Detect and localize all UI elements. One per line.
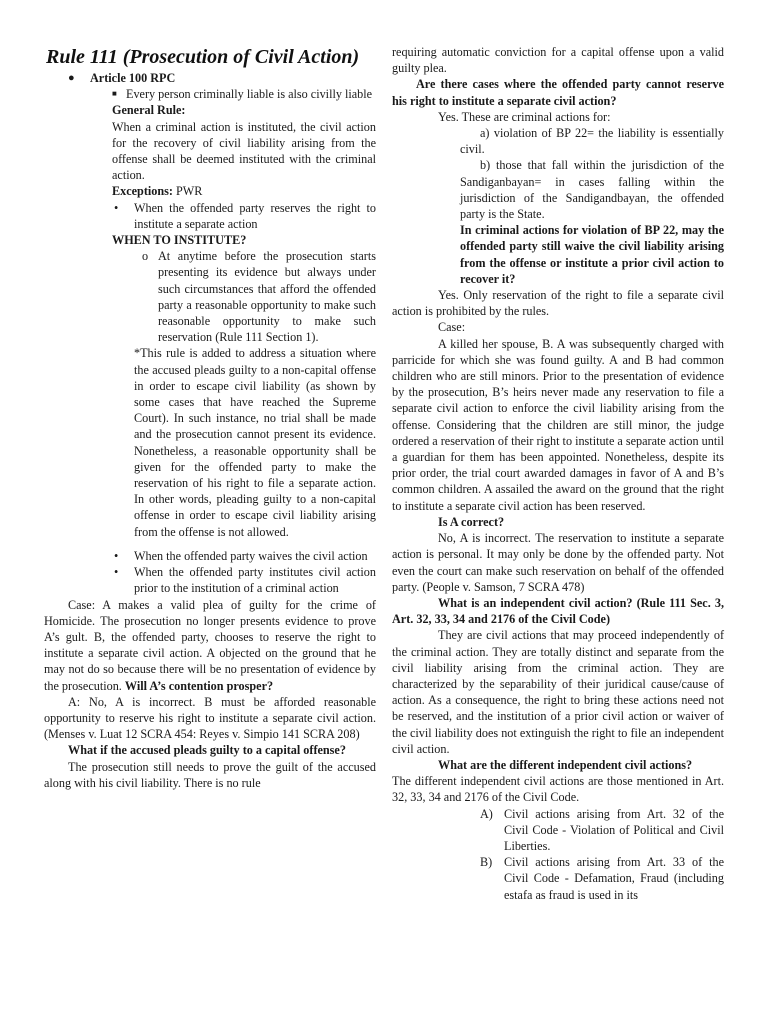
answer-reserve: Yes. These are criminal actions for:: [438, 109, 611, 124]
question-independent-civil-action: What is an independent civil action? (Rule 111 Sec. 3, Art. 32, 33, 34 and 2176 of the Civil Code): [392, 595, 724, 627]
question-reserve: Are there cases where the offended party cannot reserve his right to institute a separate civil action?: [392, 77, 724, 108]
right-column: [392, 44, 724, 903]
article-sub-bullet: ■ Every person criminally liable is also civilly liable: [112, 87, 373, 102]
answer-reserve-a: a) violation of BP 22= the liability is essentially civil.: [460, 126, 724, 157]
list-item: B) Civil actions arising from Art. 33 of the Civil Code - Defamation, Fraud (including estafa as fraud is used in its: [480, 855, 724, 902]
general-rule-text: When a criminal action is instituted, the civil action for the recovery of civil liability arising from the offense shall be deemed instituted with the criminal action.: [112, 119, 376, 183]
when-to-institute-heading: WHEN TO INSTITUTE?: [112, 233, 247, 248]
page-title: Rule 111 (Prosecution of Civil Action): [46, 46, 360, 68]
exception-item-reserve: • When the offended party reserves the right to institute a separate action: [114, 200, 376, 231]
question-is-a-correct: Is A correct?: [438, 514, 505, 529]
left-column: [44, 44, 376, 791]
answer-bp22: Yes. Only reservation of the right to file a separate civil action is prohibited by the rules.: [392, 288, 724, 319]
when-to-institute-item: o At anytime before the prosecution starts presenting its evidence but always under such circumstances that afford the offended party a reasonable opportunity to make such reasonable opportunity to make such reservation (Rule 111 Section 1).: [142, 249, 376, 345]
exceptions-line: Exceptions: PWR: [112, 184, 203, 199]
answer-paragraph: A: No, A is incorrect. B must be afforded reasonable opportunity to reserve his right to institute a separate civil action. (Menses v. Luat 12 SCRA 454: Reyes v. Simpio 141 SCRA 208): [44, 694, 376, 742]
answer-reserve-b: b) those that fall within the jurisdiction of the Sandiganbayan= in cases falling within the jurisdiction of the Sandigandbayan, the offended party is the State.: [460, 158, 724, 222]
case-parricide: A killed her spouse, B. A was subsequently charged with parricide for which she was found guilty. A and B had common children who are still minors. Prior to the presentation of evidence by the prosecution, B’s heirs never made any reservation to file a separate civil action to enforce the civil liability arising from the offense. Considering that the children are still minor, the judge ordered a reservation of their right to institute a separate action until a guardian for them has been appointed. Nonetheless, despite its prior order, the trial court awarded damages in favor of A and B’s common children. A assailed the award on the ground that the right to institute a separate civil action has been reserved.: [392, 336, 724, 513]
square-bullet-icon: ■: [112, 89, 117, 99]
list-item: A) Civil actions arising from Art. 32 of the Civil Code - Violation of Political and Civil Liberties.: [480, 806, 724, 853]
question-bp22: In criminal actions for violation of BP 22, may the offended party still waive the civil liability arising from the offense or institute a prior civil action to recover it?: [460, 223, 724, 286]
answer-independent-civil-action: They are civil actions that may proceed independently of the criminal action. They are totally distinct and separate from the civil liability arising from the criminal action. They are characterized by the separability of their juridical cause/cause of action. As a consequence, the right to bring these actions need not be reserved, and the institution of a prior civil action or waiver of the civil liability does not extinguish the right to file an independent civil action.: [392, 628, 724, 756]
exception-item-waive: • When the offended party waives the civil action: [114, 548, 368, 563]
answer-different-actions: The different independent civil actions are those mentioned in Art. 32, 33, 34 and 2176 of the Civil Code.: [392, 774, 724, 805]
capital-offense-answer: The prosecution still needs to prove the guilt of the accused along with his civil liability. There is no rule: [44, 759, 376, 790]
case-label: Case:: [438, 320, 466, 335]
exception-item-prior-civil: • When the offended party institutes civil action prior to the institution of a criminal action: [114, 565, 376, 596]
capital-offense-question: What if the accused pleads guilty to a capital offense?: [68, 743, 346, 758]
continued-text: requiring automatic conviction for a capital offense upon a valid guilty plea.: [392, 45, 724, 76]
bullet-dot-icon: •: [114, 565, 119, 580]
answer-is-a-correct: No, A is incorrect. The reservation to institute a separate action is personal. It may only be done by the offended party. Not even the court can make such reservation on behalf of the offended party. (People v. Samson, 7 SCRA 478): [392, 531, 724, 594]
bullet-dot-icon: •: [114, 200, 119, 215]
bullet-dot-icon: ●: [68, 72, 75, 84]
question-different-actions: What are the different independent civil actions?: [438, 757, 693, 772]
note-paragraph: *This rule is added to address a situation where the accused pleads guilty to a non-capital offense in order to escape civil liability (as shown by some cases that have reached the Supreme Court). In such instance, no trial shall be made and the prosecution cannot present its evidence. Nonetheless, a reasonable opportunity shall be given for the offended party to make the reservation of his right to file a separate action. In other words, pleading guilty to a non-capital offense in order to escape civil liability arising from the offense is not allowed.: [134, 346, 376, 539]
general-rule-heading: General Rule:: [112, 103, 186, 118]
circle-bullet-icon: o: [142, 249, 149, 264]
bullet-dot-icon: •: [114, 548, 119, 563]
article-bullet: ● Article 100 RPC: [68, 71, 176, 85]
case-paragraph: Case: A makes a valid plea of guilty for the crime of Homicide. The prosecution no longer presents evidence to prove A’s gult. B, the offended party, chooses to reserve the right to institute a separate civil action. A objected on the ground that he may not do so because there will be no presentation of evidence by the prosecution. Will A’s contention prosper?: [44, 597, 376, 693]
